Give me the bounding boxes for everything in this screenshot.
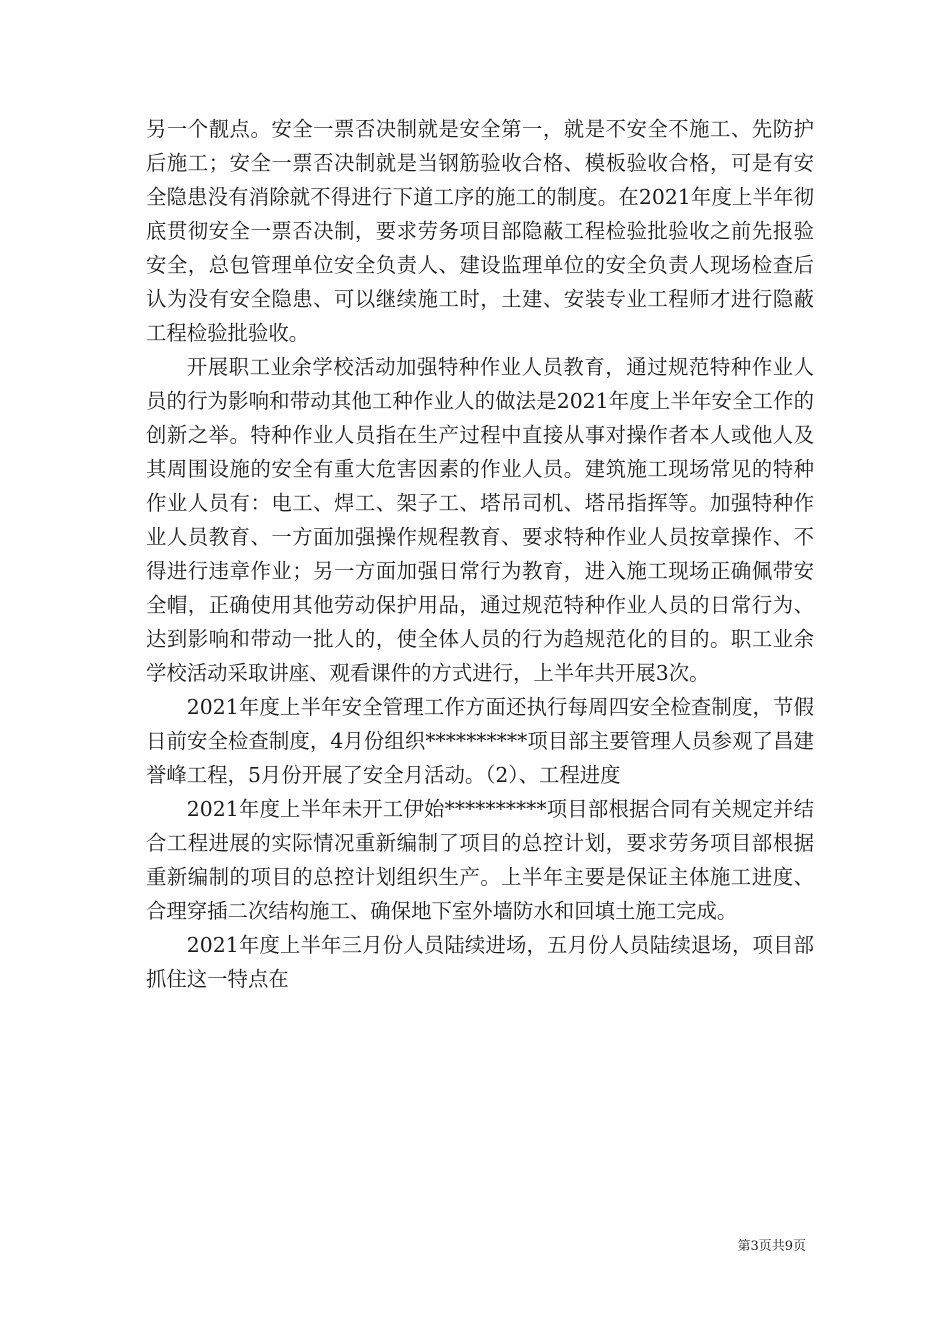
paragraph-4: 2021年度上半年未开工伊始**********项目部根据合同有关规定并结合工程进展的实际情况重新编制了项目的总控计划，要求劳务项目部根据重新编制的项目的总控计划组织生产。上半年主要是保证主体施工进度、合理穿插二次结构施工、确保地下室外墙防水和回填土施工完成。 xyxy=(146,797,814,923)
page-number: 第3页共9页 xyxy=(737,1239,806,1254)
paragraph-3: 2021年度上半年安全管理工作方面还执行每周四安全检查制度，节假日前安全检查制度，4月份组织**********项目部主要管理人员参观了昌建誉峰工程，5月份开展了安全月活动。（2）、工程进度 xyxy=(146,695,814,787)
paragraph-5: 2021年度上半年三月份人员陆续进场，五月份人员陆续退场，项目部抓住这一特点在 xyxy=(146,933,814,991)
document-body xyxy=(146,112,814,996)
paragraph-1: 另一个靓点。安全一票否决制就是安全第一，就是不安全不施工、先防护后施工；安全一票否决制就是当钢筋验收合格、模板验收合格，可是有安全隐患没有消除就不得进行下道工序的施工的制度。在2021年度上半年彻底贯彻安全一票否决制，要求劳务项目部隐蔽工程检验批验收之前先报验安全，总包管理单位安全负责人、建设监理单位的安全负责人现场检查后认为没有安全隐患、可以继续施工时，土建、安装专业工程师才进行隐蔽工程检验批验收。 xyxy=(146,117,814,345)
paragraph-2: 开展职工业余学校活动加强特种作业人员教育，通过规范特种作业人员的行为影响和带动其他工种作业人的做法是2021年度上半年安全工作的创新之举。特种作业人员指在生产过程中直接从事对操作者本人或他人及其周围设施的安全有重大危害因素的作业人员。建筑施工现场常见的特种作业人员有：电工、焊工、架子工、塔吊司机、塔吊指挥等。加强特种作业人员教育、一方面加强操作规程教育、要求特种作业人员按章操作、不得进行违章作业；另一方面加强日常行为教育，进入施工现场正确佩带安全帽，正确使用其他劳动保护用品，通过规范特种作业人员的日常行为、达到影响和带动一批人的，使全体人员的行为趋规范化的目的。职工业余学校活动采取讲座、观看课件的方式进行，上半年共开展3次。 xyxy=(146,355,814,685)
